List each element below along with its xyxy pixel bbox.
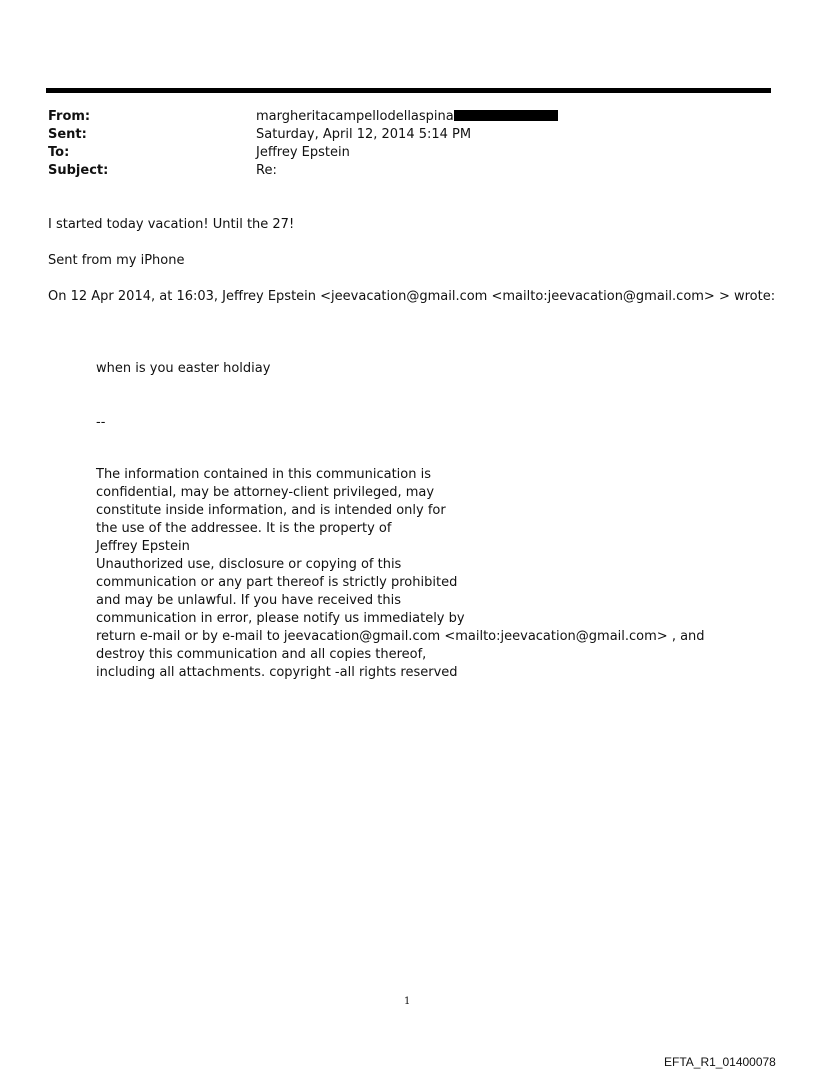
- disclaimer-line: Unauthorized use, disclosure or copying of this: [96, 557, 402, 572]
- quoted-message: when is you easter holdiay: [96, 361, 271, 376]
- disclaimer-line: The information contained in this communication is: [96, 467, 431, 482]
- page-number: 1: [404, 996, 411, 1007]
- disclaimer-line: communication in error, please notify us immediately by: [96, 611, 465, 626]
- to-value: Jeffrey Epstein: [256, 145, 350, 160]
- sent-label: Sent:: [48, 127, 87, 142]
- sent-value: Saturday, April 12, 2014 5:14 PM: [256, 127, 472, 142]
- disclaimer-line: the use of the addressee. It is the property of: [96, 521, 392, 536]
- disclaimer-line: Jeffrey Epstein: [96, 539, 190, 554]
- disclaimer-line: destroy this communication and all copies thereof,: [96, 647, 427, 662]
- disclaimer-line: return e-mail or by e-mail to jeevacation@gmail.com <mailto:jeevacation@gmail.com> , and: [96, 629, 705, 644]
- redaction-block: [454, 110, 558, 121]
- from-label: From:: [48, 109, 91, 124]
- disclaimer-line: and may be unlawful. If you have received this: [96, 593, 402, 608]
- from-value: [256, 108, 558, 126]
- to-label: To:: [48, 145, 70, 160]
- signature-line: Sent from my iPhone: [48, 253, 185, 268]
- disclaimer-line: communication or any part thereof is strictly prohibited: [96, 575, 458, 590]
- body-line: I started today vacation! Until the 27!: [48, 217, 295, 232]
- subject-value: Re:: [256, 163, 277, 178]
- disclaimer-line: confidential, may be attorney-client privileged, may: [96, 485, 435, 500]
- from-address: margheritacampellodellaspina: [256, 109, 454, 124]
- disclaimer: [96, 466, 705, 682]
- header-rule: [46, 88, 771, 93]
- quote-intro: On 12 Apr 2014, at 16:03, Jeffrey Epstein <jeevacation@gmail.com <mailto:jeevacation@gmail.com> > wrote:: [48, 289, 776, 304]
- disclaimer-line: including all attachments. copyright -all rights reserved: [96, 665, 458, 680]
- disclaimer-line: constitute inside information, and is intended only for: [96, 503, 446, 518]
- quoted-separator: --: [96, 415, 106, 430]
- document-id: EFTA_R1_01400078: [664, 1055, 776, 1069]
- subject-label: Subject:: [48, 163, 109, 178]
